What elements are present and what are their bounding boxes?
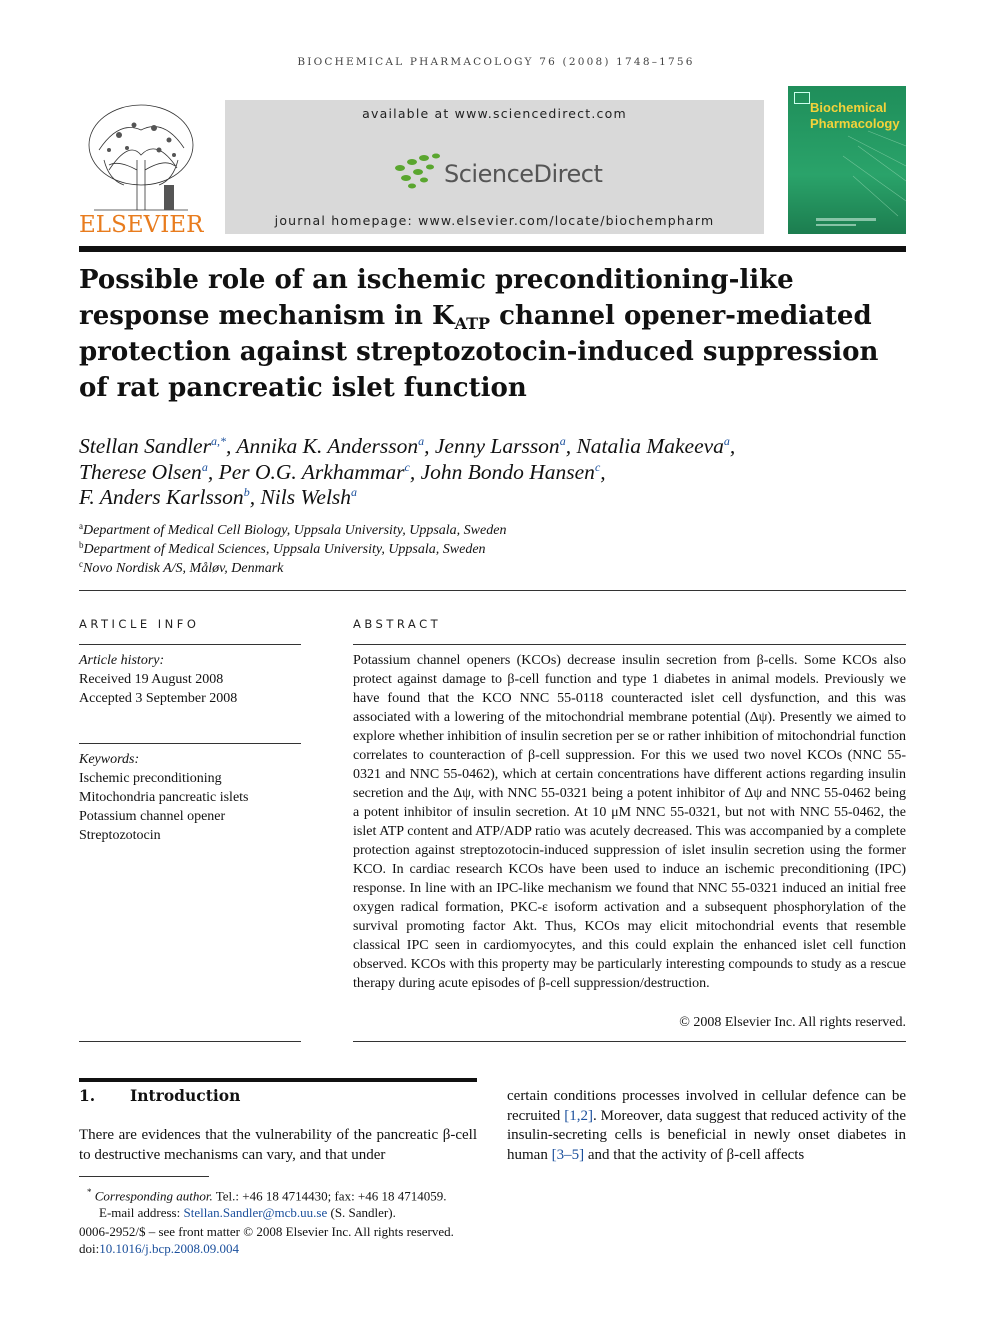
keyword-item: Potassium channel opener [79,809,226,824]
author-affiliation-mark: b [243,485,250,499]
author-name: Therese Olsen [79,459,202,484]
author-affiliation-mark: c [594,459,601,474]
author-affiliation-mark: c [404,459,410,474]
sciencedirect-logo[interactable] [390,152,610,196]
article-info-heading: ARTICLE INFO [79,617,200,631]
footnote-rule [79,1176,209,1177]
abstract-rule [353,644,906,645]
intro-column-1: There are evidences that the vulnerability of the pancreatic β-cell to destructive mechanisms can vary, and that under [79,1127,477,1163]
cover-pattern [788,86,906,234]
header-rule [79,246,906,252]
author-affiliation-mark: a,* [210,434,226,448]
affiliation-b: $^b$Department of Medical Sciences, Uppsala University, Uppsala, Sweden [79,540,486,557]
author-affiliation-mark: a [201,459,208,474]
elsevier-wordmark: ELSEVIER [79,212,204,238]
author-affiliation-mark: a [559,434,566,448]
keyword-item: Mitochondria pancreatic islets [79,790,249,805]
sciencedirect-wordmark: ScienceDirect [444,160,603,188]
email-link[interactable]: Stellan.Sandler@mcb.uu.se [183,1205,328,1221]
issn-line: 0006-2952/$ – see front matter © 2008 Elsevier Inc. All rights reserved. [79,1224,454,1240]
abstract-bottom-rule [353,1041,906,1042]
journal-cover-thumbnail [788,86,906,234]
keyword-item: Streptozotocin [79,828,161,843]
doi-link[interactable]: 10.1016/j.bcp.2008.09.004 [99,1241,239,1257]
author-name: F. Anders Karlsson [79,485,244,509]
article-history: Article history: Received 19 August 2008 Accepted 3 September 2008 [79,653,238,706]
section-divider [79,590,906,591]
journal-citation: BIOCHEMICAL PHARMACOLOGY 76 (2008) 1748–1756 [297,56,695,68]
author-affiliation-mark: a [418,434,425,448]
article-title: Possible role of an ischemic preconditioning-like response mechanism in $K_{ATP}$ channel opener-mediated protection against streptozotocin-induced suppression of rat pancreatic islet function [79,265,879,403]
footnote: * Corresponding author. Tel.: +46 18 4714430; fax: +46 18 4714059. E-mail address: Stellan.Sandler@mcb.uu.se (S. Sandler). 0006-2952/$ – see front matter © 2008 Elsevier Inc. All rights reserved. doi:10.1016/j.bcp.2008.09.004 [79,1184,639,1257]
author-affiliation-mark: a [351,485,358,499]
author-name: John Bondo Hansen [420,459,595,484]
abstract-heading: ABSTRACT [353,617,442,631]
article-info-rule [79,644,301,645]
author-affiliation-mark: a [723,434,730,448]
author-name: Stellan Sandler [79,434,211,458]
affiliation-c: $^c$Novo Nordisk A/S, Måløv, Denmark [79,559,284,576]
available-at-text: available at www.sciencedirect.com [362,106,627,121]
journal-homepage-text: journal homepage: www.elsevier.com/locate/biochempharm [274,213,715,228]
affiliation-a: $^a$Department of Medical Cell Biology, Uppsala University, Uppsala, Sweden [79,521,507,538]
cover-title-2: Pharmacology [810,116,900,131]
reference-link[interactable]: [3–5] [551,1146,585,1163]
author-name: Natalia Makeeva [576,434,724,458]
intro-column-2: certain conditions processes involved in cellular defence can be recruited [1,2]. Moreover, data suggest that reduced activity of the insulin-secreting cells is beneficial in newly onset diabetes in human [3–5] and that the activity of β-cell affects [507,1088,906,1163]
author-name: Jenny Larsson [434,434,560,458]
cover-title-1: Biochemical [810,100,887,115]
author-list: Stellan Sandler$^{a,*}$, Annika K. Andersson$^a$, Jenny Larsson$^a$, Natalia Makeeva$^a$, Therese Olsen$^a$, Per O.G. Arkhammar$^c$, John Bondo Hansen$^c$, F. Anders Karlsson$^b$, Nils Welsh$^a$ [79,434,736,509]
abstract-text: Potassium channel openers (KCOs) decrease insulin secretion from β-cells. Some KCOs also protect against damage to β-cell function and type 1 diabetes in animal models. Previously we have found that the KCO NNC 55-0118 counteracted islet cell dysfunction, and this was associated with a lowering of the mitochondrial membrane potential (Δψ). Presently we aimed to explore whether inhibition of insulin secretion per se or rather inhibition of mitochondrial function correlates to counteraction of β-cell suppression. For this we used two novel KCOs (NNC 55-0321 and NNC 55-0462), which at certain concentrations have different actions regarding insulin secretion and the Δψ, with NNC 55-0321 being a potent inhibitor of Δψ and NNC 55-0462 being a potent inhibitor of insulin secretion. At 10 μM NNC 55-0321, but not with NNC 55-0462, the islet ATP content and ATP/ADP ratio was acutely decreased. This was accompanied by a complete protection against streptozotocin-induced suppression of islet insulin secretion using the former KCO. In cardiac research KCOs have been used to induce an ischemic preconditioning (IPC) response. In line with an IPC-like mechanism we found that NNC 55-0321 induced an initial free oxygen radical formation, PKC-ε isoform activation and a subsequent phosphorylation of the survival promoting factor Akt. Thus, KCOs may elicit mitochondrial events that resemble classical IPC seen in cardiomyocytes, and this could explain the enhanced islet cell function observed. KCOs with this property may be particularly interesting compounds to study as a rescue therapy during acute episodes of β-cell suppression/destruction. [353,653,906,991]
intro-rule [79,1078,477,1082]
author-name: Annika K. Andersson [236,434,419,458]
reference-link[interactable]: [1,2] [564,1107,593,1124]
intro-heading: 1. Introduction [79,1086,241,1105]
keywords-rule [79,743,301,744]
keyword-item: Ischemic preconditioning [79,771,222,786]
abstract-copyright: © 2008 Elsevier Inc. All rights reserved. [679,1015,906,1030]
author-name: Nils Welsh [260,485,352,509]
keywords: Keywords: Ischemic preconditioning Mitochondria pancreatic islets Potassium channel opener Streptozotocin [79,750,301,845]
sciencedirect-dots-icon [390,152,442,196]
info-bottom-rule [79,1041,301,1042]
author-name: Per O.G. Arkhammar [218,459,405,484]
